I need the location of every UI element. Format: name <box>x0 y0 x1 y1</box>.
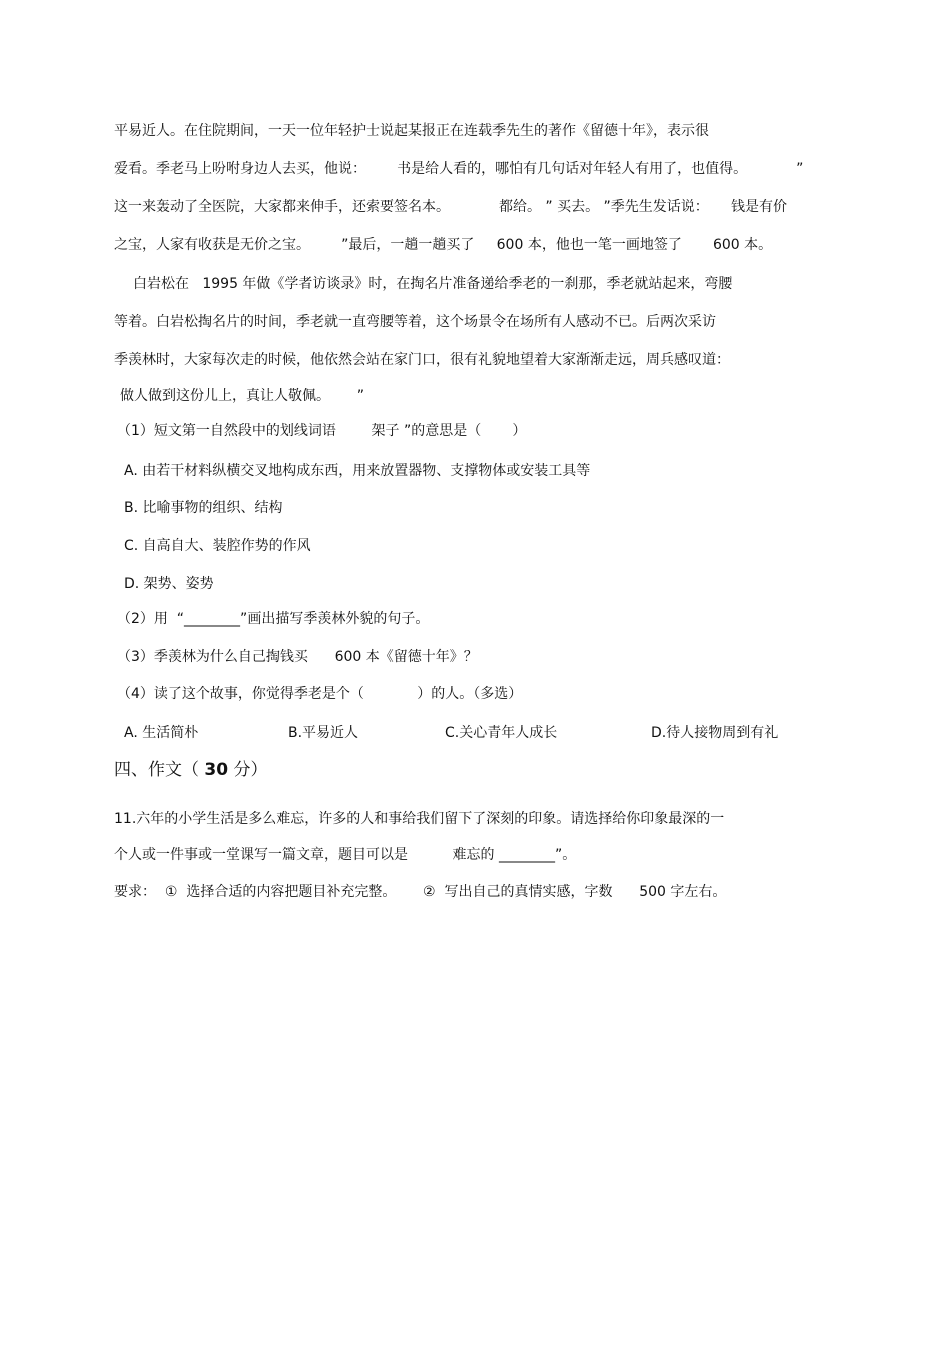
passage-line: 等着。白岩松掏名片的时间，季老就一直弯腰等着，这个场景令在场所有人感动不已。后两次采访 <box>114 314 716 330</box>
passage-line: 白岩松在 1995 年做《学者访谈录》时，在掏名片准备递给季老的一刹那，季老就站起来，弯腰 <box>133 276 733 292</box>
question-1-option-c: C. 自高自大、装腔作势的作风 <box>124 538 311 554</box>
passage-line: 之宝，人家有收获是无价之宝。 ”最后，一趟一趟买了 600 本，他也一笔一画地签了 600 本。 <box>114 237 773 253</box>
section-score: 30 <box>204 760 229 780</box>
section-heading-suffix: 分） <box>228 760 268 780</box>
section-heading-prefix: 四、作文（ <box>114 760 205 780</box>
section-heading <box>114 758 267 782</box>
essay-requirements: 要求： ① 选择合适的内容把题目补充完整。 ② 写出自己的真情实感，字数 500 字左右。 <box>114 884 727 900</box>
question-2: （2）用 “________”画出描写季羡林外貌的句子。 <box>117 611 430 627</box>
question-4: （4）读了这个故事，你觉得季老是个（ ）的人。（多选） <box>117 686 523 702</box>
question-1-option-a: A. 由若干材料纵横交叉地构成东西，用来放置器物、支撑物体或安装工具等 <box>124 463 591 479</box>
essay-prompt-line: 11.六年的小学生活是多么难忘，许多的人和事给我们留下了深刻的印象。请选择给你印象最深的一 <box>114 811 725 827</box>
passage-line: 季羡林时，大家每次走的时候，他依然会站在家门口，很有礼貌地望着大家渐渐走远，周兵感叹道： <box>114 352 730 368</box>
question-4-option-d: D.待人接物周到有礼 <box>651 725 779 741</box>
question-4-option-a: A. 生活简朴 <box>124 725 199 741</box>
question-1: （1）短文第一自然段中的划线词语 架子 ”的意思是（ ） <box>117 423 527 439</box>
passage-line: 爱看。季老马上吩咐身边人去买，他说： 书是给人看的，哪怕有几句话对年轻人有用了，也值得。 ” <box>114 161 804 177</box>
essay-prompt-line: 个人或一件事或一堂课写一篇文章，题目可以是 难忘的 ________”。 <box>114 847 577 863</box>
passage-line: 平易近人。在住院期间，一天一位年轻护士说起某报正在连载季先生的著作《留德十年》，表示很 <box>114 123 709 139</box>
passage-line: 做人做到这份儿上，真让人敬佩。 ” <box>120 388 364 404</box>
question-4-option-c: C.关心青年人成长 <box>445 725 558 741</box>
question-1-option-d: D. 架势、姿势 <box>124 576 214 592</box>
question-1-option-b: B. 比喻事物的组织、结构 <box>124 500 283 516</box>
question-3: （3）季羡林为什么自己掏钱买 600 本《留德十年》？ <box>117 649 478 665</box>
passage-line: 这一来轰动了全医院，大家都来伸手，还索要签名本。 都给。 ” 买去。 ”季先生发话说： 钱是有价 <box>114 199 788 215</box>
question-4-option-b: B.平易近人 <box>288 725 359 741</box>
